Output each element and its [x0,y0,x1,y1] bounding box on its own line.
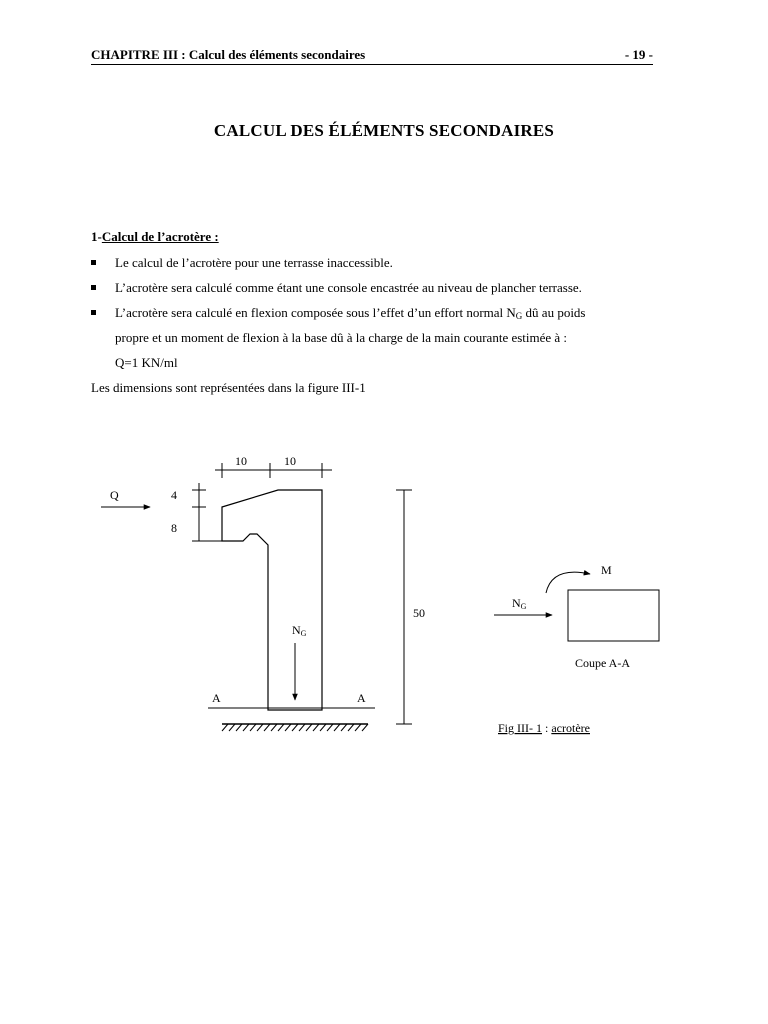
figure-acrotere [0,430,768,760]
acrotere-drawing [0,430,768,760]
figure-caption: Fig III- 1 : acrotère [498,721,590,735]
acrotere-outline [222,490,322,710]
top-dimension [215,454,332,478]
ng-arrow [292,623,307,700]
load-value: Q=1 KN/ml [115,355,178,370]
bullet-continuation: propre et un moment de flexion à la base dû à la charge de la main courante estimée à : [115,330,568,345]
dim-top-right: 10 [284,454,296,468]
label-ng: NG [292,623,307,638]
dim-50: 50 [413,606,425,620]
ground-hatch [222,724,368,731]
coupe-label: Coupe A-A [575,656,630,670]
bullet-text: L’acrotère sera calculé comme étant une console encastrée au niveau de plancher terrasse. [115,280,582,295]
running-header [91,47,653,65]
section-line-aa [208,691,375,708]
height-dimension [396,490,425,724]
page-number: - 19 - [624,47,653,62]
label-m: M [601,563,612,577]
label-ng-section: NG [512,596,527,611]
label-a-right: A [357,691,366,705]
section-heading-text: Calcul de l’acrotère : [101,229,219,244]
chapter-title: CHAPITRE III : Calcul des éléments secondaires [91,47,366,62]
label-q: Q [110,488,119,502]
dim-top-left: 10 [235,454,247,468]
bullet-text: L’acrotère sera calculé en flexion composée sous l’effet d’un effort normal $N_G$ dû au poids [115,305,586,321]
section-heading [91,229,219,245]
bullet-marker [91,260,96,265]
section-view [494,563,659,670]
bullet-marker [91,285,96,290]
page-title: CALCUL DES ÉLÉMENTS SECONDAIRES [213,121,555,140]
label-a-left: A [212,691,221,705]
dim-8: 8 [171,521,177,535]
left-dimension [171,483,222,541]
section-number: 1- [91,229,102,244]
dimensions-sentence: Les dimensions sont représentées dans la figure III-1 [91,380,366,395]
bullet-text: Le calcul de l’acrotère pour une terrasse inaccessible. [115,255,393,270]
load-q-arrow [101,488,150,507]
bullet-marker [91,310,96,315]
dim-4: 4 [171,488,177,502]
